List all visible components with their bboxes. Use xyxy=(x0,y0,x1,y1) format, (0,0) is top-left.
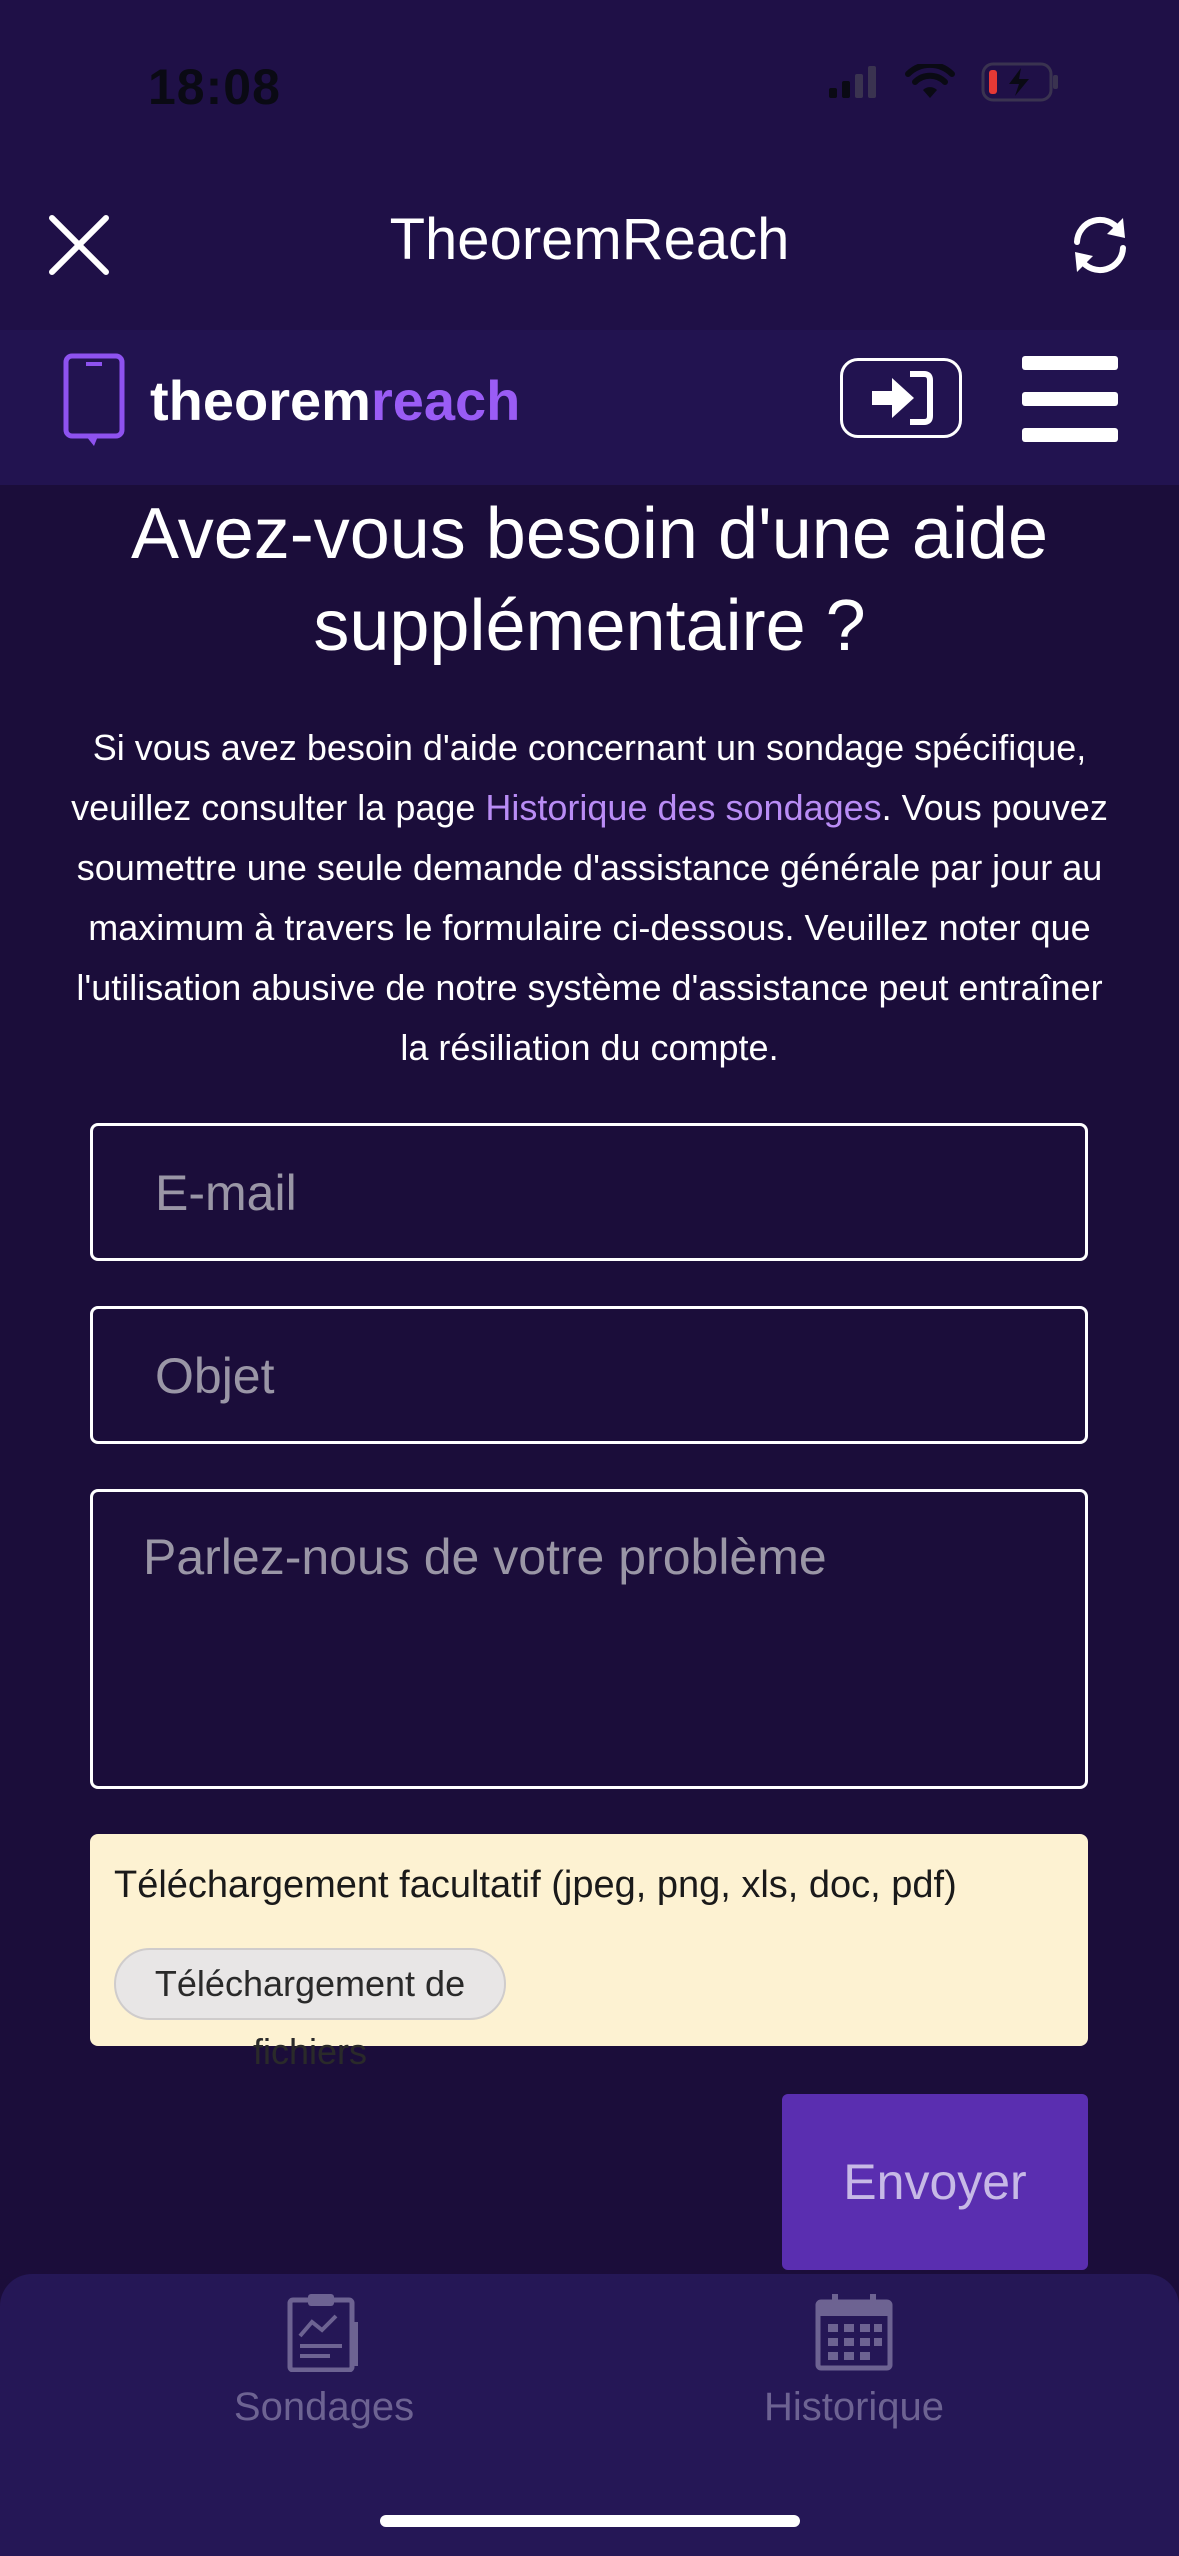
sign-in-icon xyxy=(866,370,936,426)
upload-panel xyxy=(90,1834,1088,2072)
login-button[interactable] xyxy=(840,358,962,438)
battery-icon xyxy=(981,62,1061,102)
wifi-icon xyxy=(905,64,955,100)
tab-sondages-label: Sondages xyxy=(233,2385,415,2429)
app-header xyxy=(0,330,1179,485)
menu-icon[interactable] xyxy=(1022,356,1118,442)
subject-field[interactable] xyxy=(90,1306,1088,1444)
refresh-button[interactable] xyxy=(1065,210,1135,280)
tab-bar xyxy=(0,2274,1179,2556)
tab-historique[interactable] xyxy=(704,2292,1004,2430)
nav-title: TheoremReach xyxy=(389,207,790,272)
email-field[interactable] xyxy=(90,1123,1088,1261)
tab-historique-label: Historique xyxy=(763,2385,945,2429)
logo-text-reach: reach xyxy=(370,368,521,432)
message-placeholder: Parlez-nous de votre problème xyxy=(143,1529,827,1585)
logo-text-theorem: theorem xyxy=(150,368,371,432)
subject-placeholder: Objet xyxy=(155,1348,275,1404)
signal-icon xyxy=(829,66,879,98)
intro-text-before: Si vous avez besoin d'aide concernant un sondage spécifique, veuillez consulter la page xyxy=(71,727,1087,828)
page-title-line1: Avez-vous besoin d'une aide xyxy=(130,494,1049,574)
status-icons xyxy=(829,62,1061,102)
theoremreach-logo[interactable] xyxy=(62,352,520,448)
page-title xyxy=(60,488,1119,672)
email-placeholder: E-mail xyxy=(155,1165,297,1221)
status-bar xyxy=(0,0,1179,170)
upload-label: Téléchargement facultatif (jpeg, png, xls, doc, pdf) xyxy=(114,1864,957,1906)
submit-button[interactable]: Envoyer xyxy=(782,2094,1088,2270)
message-field[interactable] xyxy=(90,1489,1088,1789)
survey-history-link[interactable]: Historique des sondages xyxy=(485,787,882,828)
status-time: 18:08 xyxy=(148,59,281,115)
clipboard-chart-icon xyxy=(286,2292,362,2372)
navigation-bar xyxy=(0,170,1179,330)
calendar-icon xyxy=(814,2292,894,2372)
refresh-icon xyxy=(1065,210,1135,280)
page-title-line2: supplémentaire ? xyxy=(313,586,866,666)
home-indicator[interactable] xyxy=(380,2515,800,2527)
logo-text xyxy=(150,368,520,433)
phone-logo-icon xyxy=(62,352,126,448)
intro-text-after: . Vous pouvez soumettre une seule demande d'assistance générale par jour au maximum à travers le formulaire ci-dessous. Veuillez noter que l'utilisation abusive de notre système d'assistance peut entraîner la résiliation du compte. xyxy=(76,787,1108,1068)
tab-sondages[interactable] xyxy=(174,2292,474,2430)
upload-files-button[interactable]: Téléchargement de fichiers xyxy=(114,1948,506,2020)
intro-text xyxy=(70,718,1109,1078)
